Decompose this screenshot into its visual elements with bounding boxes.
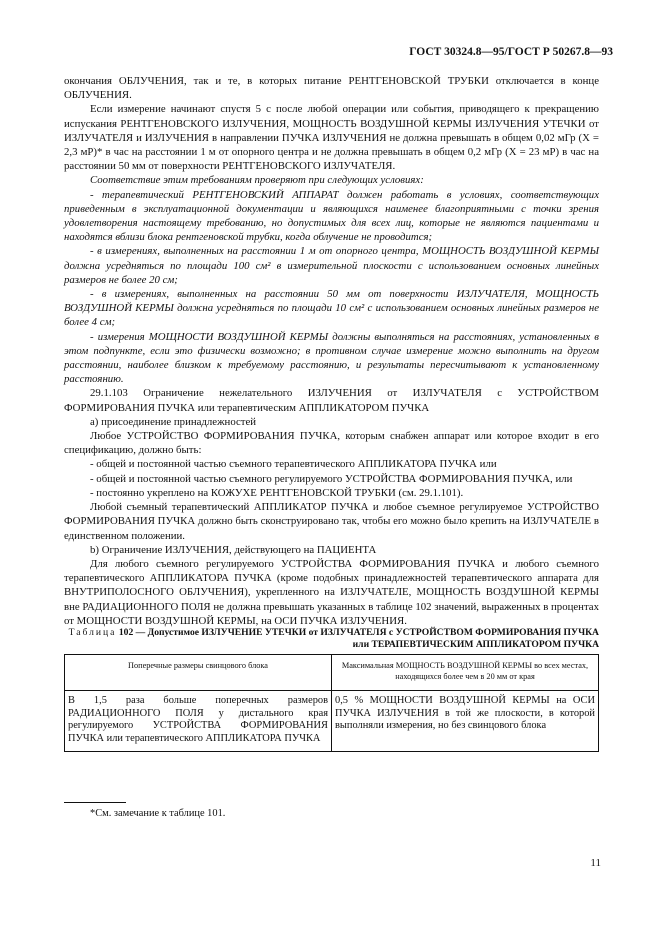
table-header-cell: Поперечные размеры свинцового блока [65,655,332,691]
paragraph: - терапевтический РЕНТГЕНОВСКИЙ АППАРАТ должен работать в условиях, соответствующих приведенным в эксплуатационной документации и являющихся наименее благоприятными с точки зрения удовлетворения настоящему требованию, но допустимых для всех лиц, которые не являются пациентами и находятся вблизи блока рентгеновской трубки, когда облучение не проводится; [64,188,599,244]
table-102 [64,654,599,752]
paragraph: окончания ОБЛУЧЕНИЯ, так и те, в которых питание РЕНТГЕНОВСКОЙ ТРУБКИ отключается в конце ОБЛУЧЕНИЯ. [64,75,599,102]
list-item: - общей и постоянной частью съемного регулируемого УСТРОЙСТВА ФОРМИРОВАНИЯ ПУЧКА, или [90,472,573,485]
list-item: - общей и постоянной частью съемного терапевтического АППЛИКАТОРА ПУЧКА или [90,458,497,471]
table-title: 102 — Допустимое ИЗЛУЧЕНИЕ УТЕЧКИ от ИЗЛУЧАТЕЛЯ с УСТРОЙСТВОМ ФОРМИРОВАНИЯ ПУЧКА или ТЕРАПЕВТИЧЕСКИМ АППЛИКАТОРОМ ПУЧКА [118,627,599,650]
table-caption [64,627,599,651]
paragraph: Соответствие этим требованиям проверяют при следующих условиях: [90,174,424,187]
table-header-row [65,655,599,691]
table-cell: В 1,5 раза больше поперечных размеров РАДИАЦИОННОГО ПОЛЯ у дистального края регулируемого УСТРОЙСТВА ФОРМИРОВАНИЯ ПУЧКА или терапевтического АППЛИКАТОРА ПУЧКА [65,691,332,752]
page-number: 11 [590,857,601,869]
table-cell: 0,5 % МОЩНОСТИ ВОЗДУШНОЙ КЕРМЫ на ОСИ ПУЧКА ИЗЛУЧЕНИЯ в той же плоскости, в которой выполняли измерения, но без свинцового блока [332,691,599,752]
table-header-cell: Максимальная МОЩНОСТЬ ВОЗДУШНОЙ КЕРМЫ во всех местах, находящихся более чем в 20 мм от края [332,655,599,691]
table-row [65,691,599,752]
paragraph: а) присоединение принадлежностей [90,415,257,428]
page-header: ГОСТ 30324.8—95/ГОСТ Р 50267.8—93 [409,46,613,58]
paragraph: - в измерениях, выполненных на расстоянии 1 м от опорного центра, МОЩНОСТЬ ВОЗДУШНОЙ КЕРМЫ должна усредняться по площади 100 см² в измерительной плоскости с использованием основных линейных размеров не более 20 см; [64,245,599,286]
list-item: - постоянно укреплено на КОЖУХЕ РЕНТГЕНОВСКОЙ ТРУБКИ (см. 29.1.101). [90,486,464,499]
section-heading: 29.1.103 Ограничение нежелательного ИЗЛУЧЕНИЯ от ИЗЛУЧАТЕЛЯ с УСТРОЙСТВОМ ФОРМИРОВАНИЯ ПУЧКА или терапевтическим АППЛИКАТОРОМ ПУЧКА [64,387,599,414]
paragraph: Если измерение начинают спустя 5 с после любой операции или события, приводящего к прекращению испускания РЕНТГЕНОВСКОГО ИЗЛУЧЕНИЯ, МОЩНОСТЬ ВОЗДУШНОЙ КЕРМЫ ИЗЛУЧЕНИЯ УТЕЧКИ от ИЗЛУЧАТЕЛЯ и ИЗЛУЧЕНИЯ в направлении ПУЧКА ИЗЛУЧЕНИЯ не должна превышать в общем 0,02 мГр (X = 2,3 мР)* в час на расстоянии 1 м от опорного центра и не должна превышать в общем 0,2 мГр (X = 23 мР) в час на расстоянии 50 мм от поверхности РЕНТГЕНОВСКОГО ИЗЛУЧАТЕЛЯ. [64,103,599,173]
document-body [64,74,599,628]
paragraph: Любое УСТРОЙСТВО ФОРМИРОВАНИЯ ПУЧКА, которым снабжен аппарат или которое входит в его спецификацию, должно быть: [64,430,599,457]
paragraph: b) Ограничение ИЗЛУЧЕНИЯ, действующего на ПАЦИЕНТА [90,543,377,556]
paragraph: - измерения МОЩНОСТИ ВОЗДУШНОЙ КЕРМЫ должны выполняться на расстояниях, установленных в этом подпункте, если это физически возможно; в противном случае измерение можно выполнить на другом расстоянии, наиболее близком к требуемому расстоянию, и результаты пересчитывают к установленному расстоянию. [64,330,599,386]
paragraph: Любой съемный терапевтический АППЛИКАТОР ПУЧКА и любое съемное регулируемое УСТРОЙСТВО ФОРМИРОВАНИЯ ПУЧКА должно быть сконструировано так, чтобы его можно было крепить на ИЗЛУЧАТЕЛЕ в единственном положении. [64,501,599,542]
paragraph: Для любого съемного регулируемого УСТРОЙСТВА ФОРМИРОВАНИЯ ПУЧКА и любого съемного терапевтического АППЛИКАТОРА ПУЧКА (кроме подобных принадлежностей терапевтического аппарата для ВНУТРИПОЛОСНОГО ОБЛУЧЕНИЯ), укрепленного на ИЗЛУЧАТЕЛЕ, МОЩНОСТЬ ВОЗДУШНОЙ КЕРМЫ вне РАДИАЦИОННОГО ПОЛЯ не должна превышать указанных в таблице 102 значений, выраженных в процентах от МОЩНОСТИ ВОЗДУШНОЙ КЕРМЫ, на ОСИ ПУЧКА ИЗЛУЧЕНИЯ. [64,557,599,627]
table-label: Таблица [68,627,117,638]
footnote: *См. замечание к таблице 101. [90,808,226,819]
footnote-divider [64,802,126,803]
paragraph: - в измерениях, выполненных на расстоянии 50 мм от поверхности ИЗЛУЧАТЕЛЯ, МОЩНОСТЬ ВОЗДУШНОЙ КЕРМЫ должна усредняться по площади 10 см² с использованием основных линейных размеров не более 4 см; [64,288,599,329]
